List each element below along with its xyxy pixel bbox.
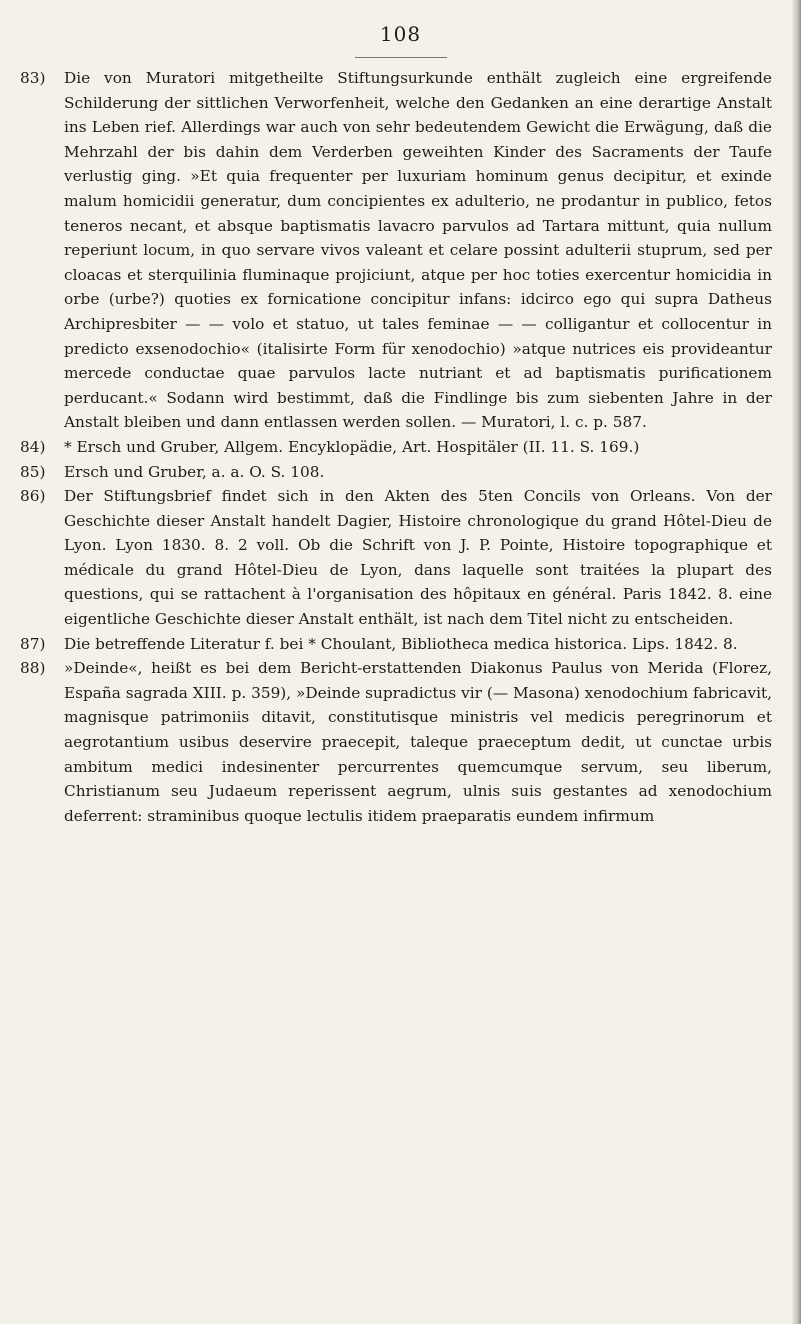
footnote-84 bbox=[20, 435, 772, 460]
footnote-text: Die von Muratori mitgetheilte Stiftungsurkunde enthält zugleich eine ergreifende Schilderung der sittlichen Verworfenheit, welche den Gedanken an eine derartige Anstalt ins Leben rief. Allerdings war auch von sehr bedeutendem Gewicht die Erwägung, daß die Mehrzahl der bis dahin dem Verderben geweihten Kinder des Sacraments der Taufe verlustig ging. »Et quia frequenter per luxuriam hominum genus decipitur, et exinde malum homicidii generatur, dum concipientes ex adulterio, ne prodantur in publico, fetos teneros necant, et absque baptismatis lavacro parvulos ad Tartara mittunt, quia nullum reperiunt locum, in quo servare vivos valeant et celare possint adulterii stuprum, sed per cloacas et sterquilinia fluminaque projiciunt, atque per hoc toties exercentur homicidia in orbe (urbe?) quoties ex fornicatione concipitur infans: idcirco ego qui supra Datheus Archipresbiter — — volo et statuo, ut tales feminae — — colligantur et collocentur in predicto exsenodochio« (italisirte Form für xenodochio) »atque nutrices eis provideantur mercede conductae quae parvulos lacte nutriant et ad baptismatis purificationem perducant.« Sodann wird bestimmt, daß die Findlinge bis zum siebenten Jahre in der Anstalt bleiben und dann entlassen werden sollen. — Muratori, l. c. p. 587. bbox=[64, 69, 772, 432]
footnotes-list bbox=[20, 66, 772, 828]
footnote-number: 87) bbox=[20, 634, 46, 653]
footnote-86 bbox=[20, 484, 772, 632]
footnote-number: 84) bbox=[20, 437, 46, 456]
footnote-83 bbox=[20, 66, 772, 435]
footnote-number: 85) bbox=[20, 462, 46, 481]
footnote-number: 88) bbox=[20, 659, 46, 678]
footnote-number: 83) bbox=[20, 69, 46, 87]
footnote-text: Die betreffende Literatur f. bei * Choulant, Bibliotheca medica historica. Lips. 1842. 8. bbox=[64, 634, 738, 653]
header-rule bbox=[355, 57, 447, 58]
footnote-text: Ersch und Gruber, a. a. O. S. 108. bbox=[64, 462, 325, 481]
page-number: 108 bbox=[379, 22, 422, 46]
footnote-text: Der Stiftungsbrief findet sich in den Akten des 5ten Concils von Orleans. Von der Geschichte dieser Anstalt handelt Dagier, Histoire chronologique du grand Hôtel-Dieu de Lyon. Lyon 1830. 8. 2 voll. Ob die Schrift von J. P. Pointe, Histoire topographique et médicale du grand Hôtel-Dieu de Lyon, dans laquelle sont traitées la plupart des questions, qui se rattachent à l'organisation des hôpitaux en général. Paris 1842. 8. eine eigentliche Geschichte dieser Anstalt enthält, ist nach dem Titel nicht zu entscheiden. bbox=[64, 487, 772, 629]
footnote-88 bbox=[20, 656, 772, 828]
footnote-87 bbox=[20, 632, 772, 657]
footnote-text: »Deinde«, heißt es bei dem Bericht-erstattenden Diakonus Paulus von Merida (Florez, España sagrada XIII. p. 359), »Deinde supradictus vir (— Masona) xenodochium fabricavit, magnisque patrimoniis ditavit, constitutisque ministris vel medicis peregrinorum et aegrotantium usibus deservire praecepit, taleque praeceptum dedit, ut cunctae urbis ambitum medici indesinenter percurrentes quemcumque servum, seu liberum, Christianum seu Judaeum reperissent aegrum, ulnis suis gestantes ad xenodochium deferrent: straminibus quoque lectulis itidem praeparatis eundem infirmum bbox=[64, 659, 772, 825]
footnote-text: * Ersch und Gruber, Allgem. Encyklopädie, Art. Hospitäler (II. 11. S. 169.) bbox=[64, 437, 640, 456]
footnote-number: 86) bbox=[20, 487, 46, 506]
footnote-85 bbox=[20, 460, 772, 485]
page-edge-shadow bbox=[791, 0, 801, 1324]
